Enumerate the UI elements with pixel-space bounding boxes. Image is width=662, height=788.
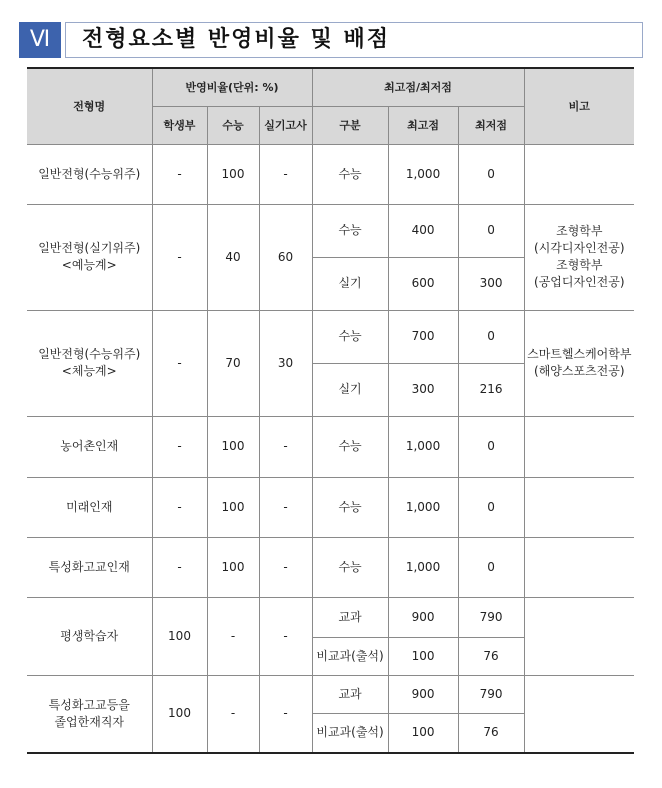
score-ratio-table [27, 67, 634, 754]
cell-min: 0 [458, 477, 524, 537]
cell-remark [524, 144, 634, 204]
cell-csat: - [207, 597, 259, 675]
cell-remark [524, 537, 634, 597]
table-row [27, 310, 634, 363]
cell-practical: - [259, 537, 312, 597]
header-student-record: 학생부 [152, 106, 207, 144]
cell-category: 비교과(출석) [312, 713, 388, 753]
cell-min: 790 [458, 597, 524, 637]
cell-category: 교과 [312, 597, 388, 637]
cell-student-record: - [152, 204, 207, 310]
cell-csat: 70 [207, 310, 259, 416]
cell-max: 900 [388, 597, 458, 637]
header-csat: 수능 [207, 106, 259, 144]
header-max: 최고점 [388, 106, 458, 144]
cell-remark [524, 416, 634, 477]
cell-category: 수능 [312, 416, 388, 477]
cell-practical: - [259, 144, 312, 204]
cell-remark [524, 675, 634, 753]
row-name: 일반전형(실기위주) <예능계> [27, 204, 152, 310]
cell-practical: - [259, 675, 312, 753]
cell-student-record: - [152, 416, 207, 477]
cell-csat: 100 [207, 537, 259, 597]
cell-practical: - [259, 597, 312, 675]
cell-min: 216 [458, 363, 524, 416]
section-title-box [65, 22, 643, 58]
cell-practical: - [259, 416, 312, 477]
row-name: 미래인재 [27, 477, 152, 537]
row-name: 일반전형(수능위주) <체능계> [27, 310, 152, 416]
table-row [27, 477, 634, 537]
cell-max: 100 [388, 637, 458, 675]
cell-student-record: - [152, 477, 207, 537]
cell-min: 0 [458, 310, 524, 363]
cell-student-record: - [152, 310, 207, 416]
cell-csat: 100 [207, 416, 259, 477]
cell-min: 0 [458, 416, 524, 477]
cell-student-record: - [152, 537, 207, 597]
cell-max: 600 [388, 257, 458, 310]
header-min: 최저점 [458, 106, 524, 144]
section-number-badge: Ⅵ [19, 22, 61, 58]
cell-practical: - [259, 477, 312, 537]
table-row [27, 597, 634, 637]
table-row [27, 537, 634, 597]
cell-min: 300 [458, 257, 524, 310]
row-name: 특성화고교등을 졸업한재직자 [27, 675, 152, 753]
cell-max: 1,000 [388, 537, 458, 597]
cell-min: 0 [458, 204, 524, 257]
cell-category: 수능 [312, 204, 388, 257]
cell-max: 1,000 [388, 477, 458, 537]
cell-student-record: 100 [152, 675, 207, 753]
cell-remark: 조형학부 (시각디자인전공) 조형학부 (공업디자인전공) [524, 204, 634, 310]
cell-max: 900 [388, 675, 458, 713]
cell-practical: 30 [259, 310, 312, 416]
cell-min: 0 [458, 537, 524, 597]
row-name: 평생학습자 [27, 597, 152, 675]
cell-csat: - [207, 675, 259, 753]
table-row [27, 144, 634, 204]
cell-csat: 100 [207, 144, 259, 204]
header-category: 구분 [312, 106, 388, 144]
header-score-group: 최고점/최저점 [312, 68, 524, 106]
cell-practical: 60 [259, 204, 312, 310]
cell-max: 300 [388, 363, 458, 416]
cell-category: 수능 [312, 537, 388, 597]
section-title: 전형요소별 반영비율 및 배점 [82, 27, 391, 52]
cell-csat: 40 [207, 204, 259, 310]
cell-remark [524, 477, 634, 537]
cell-max: 400 [388, 204, 458, 257]
cell-max: 700 [388, 310, 458, 363]
cell-min: 76 [458, 713, 524, 753]
cell-csat: 100 [207, 477, 259, 537]
header-name: 전형명 [27, 68, 152, 144]
header-remark: 비고 [524, 68, 634, 144]
cell-category: 실기 [312, 363, 388, 416]
cell-category: 수능 [312, 310, 388, 363]
cell-category: 수능 [312, 144, 388, 204]
cell-min: 0 [458, 144, 524, 204]
table-row [27, 204, 634, 257]
cell-min: 76 [458, 637, 524, 675]
header-practical: 실기고사 [259, 106, 312, 144]
cell-remark: 스마트헬스케어학부 (해양스포츠전공) [524, 310, 634, 416]
cell-min: 790 [458, 675, 524, 713]
row-name: 농어촌인재 [27, 416, 152, 477]
cell-max: 100 [388, 713, 458, 753]
row-name: 일반전형(수능위주) [27, 144, 152, 204]
cell-remark [524, 597, 634, 675]
cell-max: 1,000 [388, 416, 458, 477]
cell-category: 비교과(출석) [312, 637, 388, 675]
table-row [27, 675, 634, 713]
cell-student-record: - [152, 144, 207, 204]
cell-max: 1,000 [388, 144, 458, 204]
cell-category: 실기 [312, 257, 388, 310]
cell-student-record: 100 [152, 597, 207, 675]
table-row [27, 416, 634, 477]
cell-category: 수능 [312, 477, 388, 537]
cell-category: 교과 [312, 675, 388, 713]
section-header [19, 22, 643, 58]
header-ratio-group: 반영비율(단위: %) [152, 68, 312, 106]
row-name: 특성화고교인재 [27, 537, 152, 597]
